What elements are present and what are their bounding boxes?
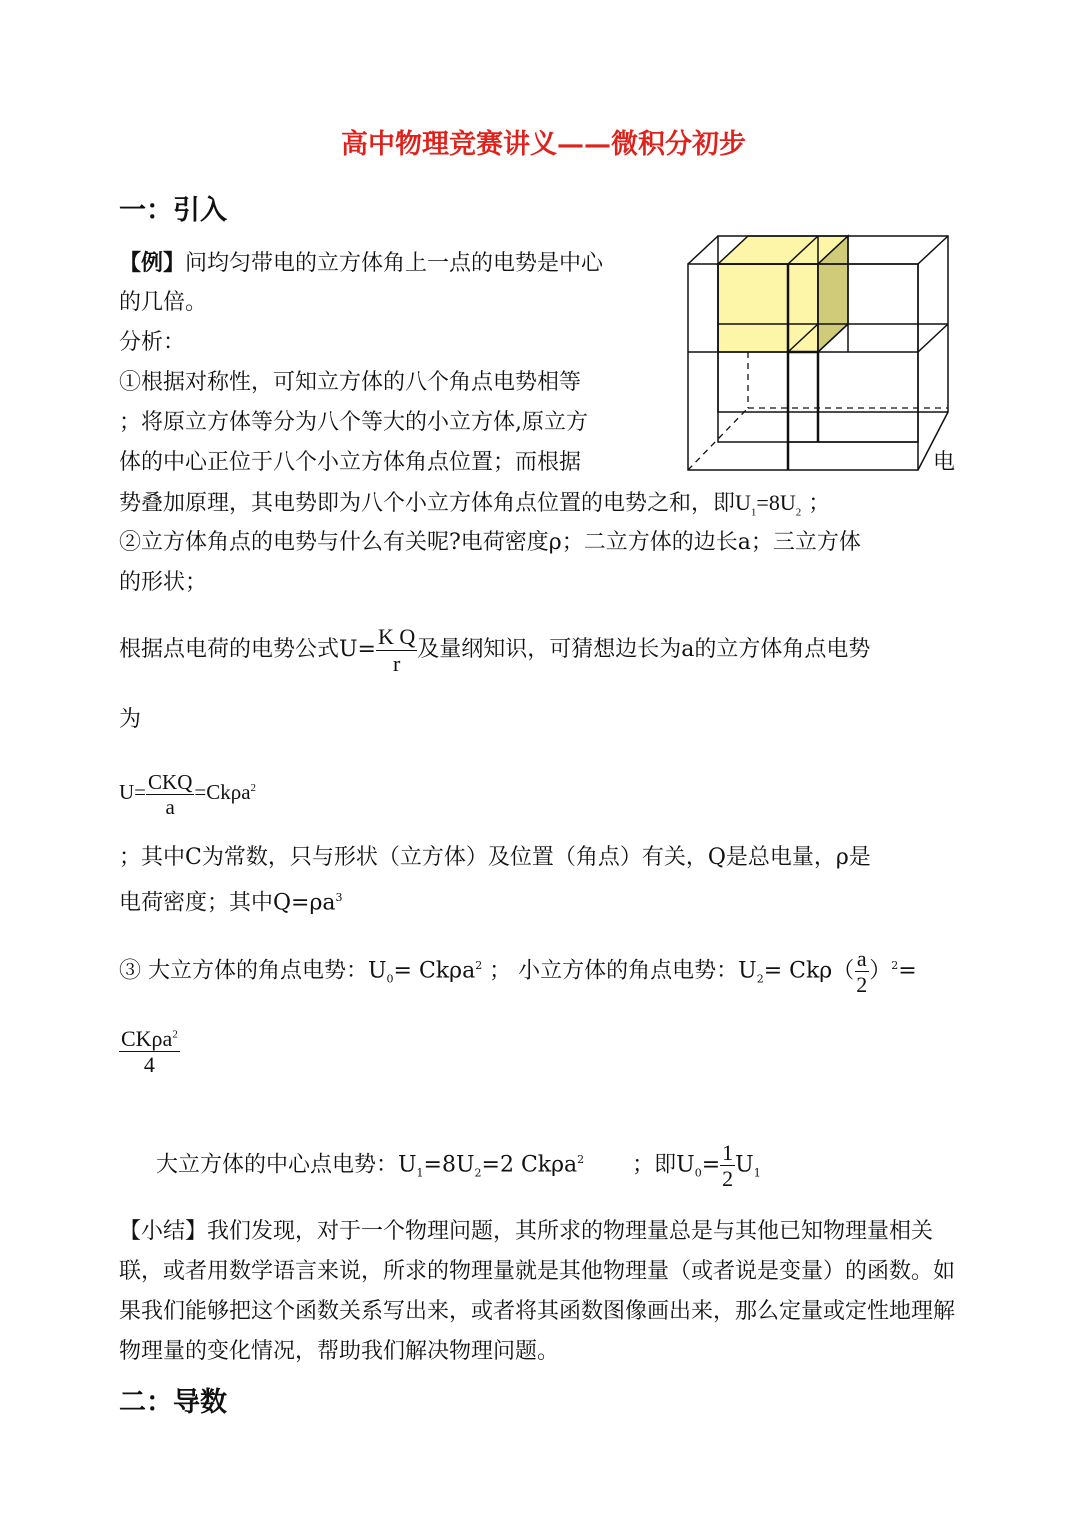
- summary-paragraph: 【小结】我们发现，对于一个物理问题，其所求的物理量总是与其他已知物理量相关联，或者用数学语言来说，所求的物理量就是其他物理量（或者说是变量）的函数。如果我们能够把这个函数关系写出来，或者将其函数图像画出来，那么定量或定性地理解物理量的变化情况，帮助我们解决物理问题。: [119, 1219, 956, 1364]
- point1-line3-end: 电: [933, 450, 956, 475]
- fraction-ckpa2-4: $\frac{CK\rho a^2}{4}$: [121, 1026, 178, 1078]
- cube-figure: [684, 232, 952, 472]
- point2-line1: ②立方体角点的电势与什么有关呢?电荷密度ρ；二立方体的边长a；三立方体: [119, 530, 861, 555]
- point5-line1: ③ 大立方体的角点电势：$U_0= Ck\rho a^2$ ； 小立方体的角点电势：$U_2= Ck\rho$（ $\frac{a}{2}$ ）$^2$=: [119, 945, 917, 997]
- point1-line3: 体的中心正位于八个小立方体角点位置；而根据: [119, 450, 582, 475]
- page-title: 高中物理竞赛讲义——微积分初步: [341, 129, 746, 160]
- point3-line2: 为: [119, 707, 142, 732]
- point1-line2: ；将原立方体等分为八个等大的小立方体,原立方: [119, 410, 588, 435]
- section-heading-derivative: 二：导数: [119, 1387, 227, 1418]
- formula-ckq: U= $\frac{\text{CKQ}}{a}$ =Ckρa$^2$: [119, 769, 257, 819]
- point2-line2: 的形状；: [119, 570, 208, 595]
- section-heading-intro: 一：引入: [119, 195, 227, 226]
- summary-tag: 【小结】: [119, 1219, 208, 1244]
- point3-line1: 根据点电荷的电势公式U= $\frac{\text{K Q}}{r}$ 及量纲知识，可猜想边长为a的立方体角点电势: [119, 624, 871, 676]
- point6-line: 大立方体的中心点电势：$U_1=8U_2=2$ Ckρa$^2$ ；即$U_0=$ $\frac{1}{2}$ $U_1$: [156, 1139, 761, 1191]
- point4-line2: 电荷密度；其中$Q=\rho a^3$: [119, 890, 343, 916]
- point4-line1: ；其中C为常数，只与形状（立方体）及位置（角点）有关，Q是总电量，ρ是: [119, 845, 871, 870]
- example-question-line2: 的几倍。: [119, 290, 208, 315]
- point1-line4: 势叠加原理，其电势即为八个小立方体角点位置的电势之和，即$U_1=8U_2$ ；: [119, 490, 831, 519]
- analysis-label: 分析：: [119, 330, 186, 355]
- point1-line1: ①根据对称性，可知立方体的八个角点电势相等: [119, 370, 582, 395]
- example-question-line1: 【例】问均匀带电的立方体角上一点的电势是中心: [119, 250, 604, 276]
- example-tag: 【例】: [119, 250, 186, 276]
- fraction-kq-r: $\frac{\text{K Q}}{r}$: [377, 624, 416, 676]
